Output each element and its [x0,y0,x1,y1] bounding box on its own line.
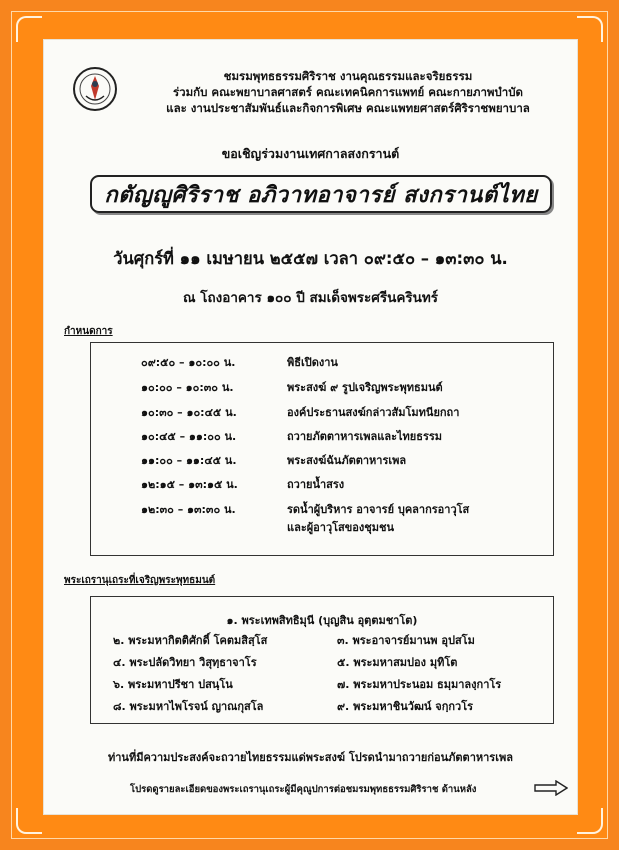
monk-item: ๘. พระมหาไพโรจน์ ญาณกุสโล [113,700,264,713]
schedule-time: ๑๐:๔๕ – ๑๑:๐๐ น. [141,430,237,443]
schedule-label: กำหนดการ [64,326,113,337]
organizer-line: ร่วมกับ คณะพยาบาลศาสตร์ คณะเทคนิคการแพทย์ คณะกายภาพบำบัด [172,85,524,99]
monk-item: ๓. พระอาจารย์มานพ อุปสโม [337,634,475,647]
schedule-row [91,378,553,402]
schedule-activity: พระสงฆ์ ๙ รูปเจริญพระพุทธมนต์ [287,381,443,394]
monk-lead: ๑. พระเทพสิทธิมุนี (บุญสิน อุตฺตมชาโต) [226,614,418,627]
schedule-row [91,427,553,451]
arrow-right-icon [534,780,568,796]
event-venue: ณ โถงอาคาร ๑๐๐ ปี สมเด็จพระศรีนครินทร์ [182,290,439,306]
schedule-activity: พระสงฆ์ฉันภัตตาหารเพล [287,454,407,467]
schedule-time: ๐๙:๕๐ – ๑๐:๐๐ น. [141,356,236,369]
schedule-box [90,342,554,556]
monk-item: ๔. พระปลัดวิทยา วิสุทฺธาจาโร [113,656,257,669]
organizer-line: ชมรมพุทธธรรมศิริราช งานคุณธรรมและจริยธรรม [223,69,473,83]
event-title: กตัญญูศิริราช อภิวาทอาจารย์ สงกรานต์ไทย [104,181,538,208]
invitation-text: ขอเชิญร่วมงานเทศกาลสงกรานต์ [221,146,400,161]
monks-label: พระเถรานุเถระที่เจริญพระพุทธมนต์ [64,575,216,586]
schedule-row [91,403,553,427]
monk-item: ๒. พระมหากิตติศักดิ์ โคตมสิสฺโส [113,634,268,647]
schedule-activity: รดน้ำผู้บริหาร อาจารย์ บุคลากรอาวุโส [287,503,470,516]
frame-corner-ornament [16,16,42,42]
schedule-activity: ถวายภัตตาหารเพลและไทยธรรม [287,430,443,443]
monk-item: ๗. พระมหาประนอม ธมฺมาลงฺกาโร [337,678,502,691]
schedule-row [91,500,553,542]
poster-document [44,40,577,814]
frame-corner-ornament [577,808,603,834]
schedule-activity: ถวายน้ำสรง [287,478,345,491]
schedule-activity: องค์ประธานสงฆ์กล่าวสัมโมทนียกถา [287,406,460,419]
schedule-row [91,475,553,499]
schedule-activity-continued: และผู้อาวุโสของชุมชน [287,521,394,534]
schedule-time: ๑๐:๓๐ – ๑๐:๔๕ น. [141,406,237,419]
monk-item: ๙. พระมหาชินวัฒน์ จกฺกวโร [337,700,474,713]
schedule-row [91,451,553,475]
frame-corner-ornament [16,808,42,834]
monk-item: ๕. พระมหาสมปอง มุทิโต [337,656,458,669]
schedule-time: ๑๑:๐๐ – ๑๑:๔๕ น. [141,454,237,467]
schedule-time: ๑๒:๓๐ – ๑๓:๓๐ น. [141,503,236,516]
siriraj-seal-icon [72,66,118,112]
frame-corner-ornament [577,16,603,42]
event-title-banner [90,175,552,213]
monks-box [90,596,554,724]
organizer-line: และ งานประชาสัมพันธ์และกิจการพิเศษ คณะแพทยศาสตร์ศิริราชพยาบาล [166,101,530,115]
schedule-activity: พิธีเปิดงาน [287,356,338,369]
schedule-row [91,353,553,377]
event-date: วันศุกร์ที่ ๑๑ เมษายน ๒๕๕๗ เวลา ๐๙:๕๐ – ๑๓:๓๐ น. [113,249,508,268]
organizers [124,68,572,116]
schedule-time: ๑๒:๑๕ – ๑๓:๑๕ น. [141,478,238,491]
footer-note: โปรดดูรายละเอียดของพระเถรานุเถระผู้มีคุณูปการต่อชมรมพุทธธรรมศิริราช ด้านหลัง [130,784,477,795]
monk-item: ๖. พระมหาปรีชา ปสนฺโน [113,678,233,691]
offering-note: ท่านที่มีความประสงค์จะถวายไทยธรรมแด่พระสงฆ์ โปรดนำมาถวายก่อนภัตตาหารเพล [108,751,513,764]
schedule-time: ๑๐:๐๐ – ๑๐:๓๐ น. [141,381,234,394]
